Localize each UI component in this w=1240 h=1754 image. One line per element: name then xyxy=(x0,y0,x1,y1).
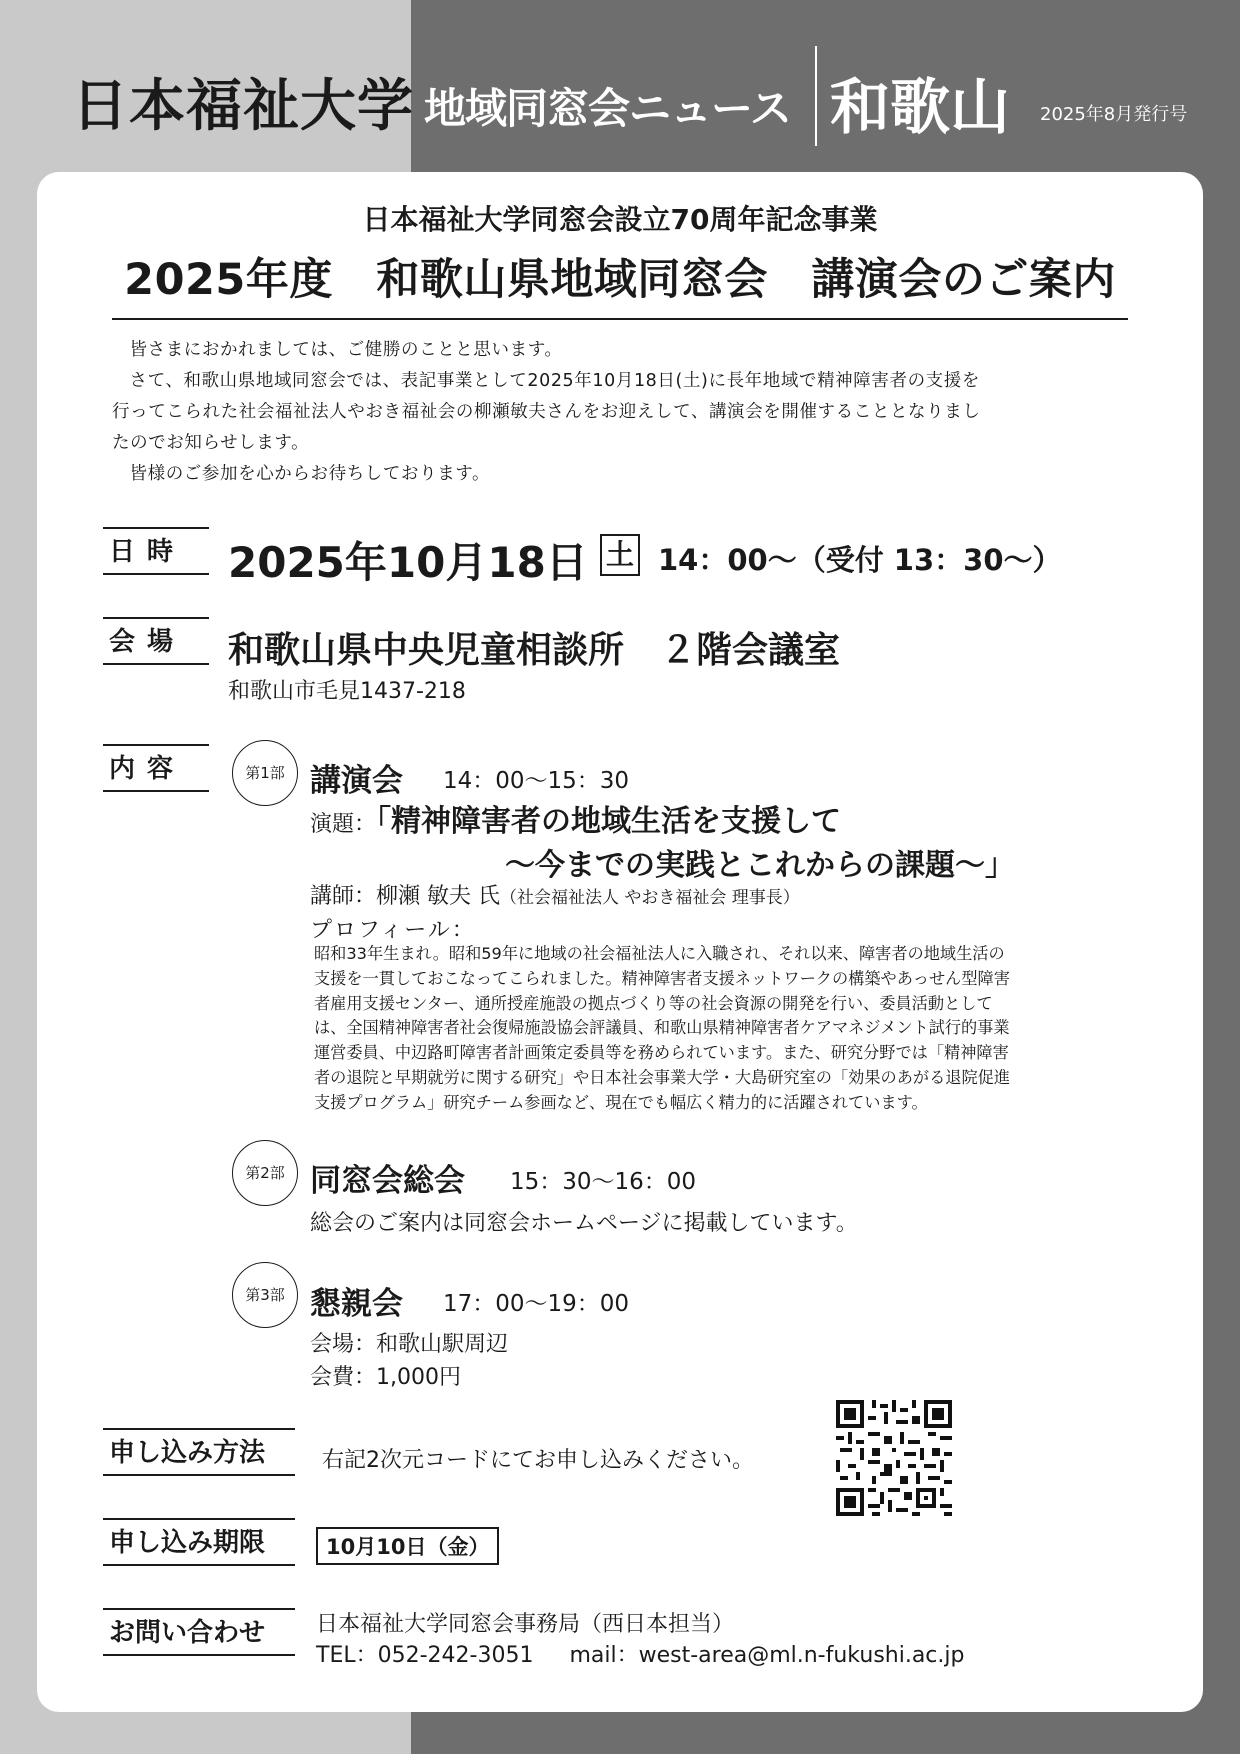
contact-label: お問い合わせ xyxy=(103,1608,295,1656)
contact-office: 日本福祉大学同窓会事務局（西日本担当） xyxy=(316,1612,735,1637)
intro-line: 行ってこられた社会福祉法人やおき福祉会の柳瀬敏夫さんをお迎えして、講演会を開催することとなりまし xyxy=(112,402,981,422)
part1-time: 14：00〜15：30 xyxy=(443,768,630,794)
intro-line: 皆さまにおかれましては、ご健勝のことと思います。 xyxy=(129,340,563,360)
event-date: 2025年10月18日 xyxy=(228,538,588,587)
intro-text xyxy=(112,335,1128,490)
profile-line: 者雇用支援センター、通所授産施設の拠点づくり等の社会資源の開発を行い、委員活動として xyxy=(314,993,993,1013)
profile-line: 昭和33年生まれ。昭和59年に地域の社会福祉法人に入職され、それ以来、障害者の地域生活の xyxy=(314,944,1005,963)
event-subtitle: 日本福祉大学同窓会設立70周年記念事業 xyxy=(362,203,878,236)
profile-line: は、全国精神障害者社会復帰施設協会評議員、和歌山県精神障害者ケアマネジメント試行的事業 xyxy=(314,1018,1010,1038)
part2-title: 同窓会総会 xyxy=(310,1163,465,1199)
venue-label: 会場 xyxy=(103,617,209,665)
part1-badge: 第1部 xyxy=(232,740,298,806)
profile-line: 者の退院と早期就労に関する研究」や日本社会事業大学・大島研究室の「効果のあがる退院促進 xyxy=(314,1067,1011,1087)
lecture-prefix: 演題： xyxy=(310,812,377,837)
lecture-title-line2: 〜今までの実践とこれからの課題〜」 xyxy=(505,848,1015,883)
part3-fee: 会費：1,000円 xyxy=(310,1365,461,1390)
part1-title: 講演会 xyxy=(310,763,403,799)
part3-time: 17：00〜19：00 xyxy=(443,1291,630,1317)
application-text: 右記2次元コードにてお申し込みください。 xyxy=(322,1448,754,1473)
lecture-title-text: 「精神障害者の地域生活を支援して xyxy=(376,804,842,839)
lecture-title-line1 xyxy=(310,796,841,840)
deadline-label: 申し込み期限 xyxy=(103,1518,295,1566)
lecturer-affiliation: （社会福祉法人 やおき福祉会 理事長） xyxy=(500,888,800,908)
profile-line: 運営委員、中辺路町障害者計画策定委員等を務められています。また、研究分野では「精神障害 xyxy=(314,1043,1009,1063)
qr-code-icon[interactable] xyxy=(836,1400,952,1516)
part3-badge: 第3部 xyxy=(232,1262,298,1328)
contact-tel: TEL：052-242-3051 xyxy=(316,1643,534,1668)
header-divider xyxy=(815,46,817,146)
profile-text xyxy=(314,942,1122,1116)
profile-heading: プロフィール： xyxy=(310,918,476,943)
lecturer-name: 講師：柳瀬 敏夫 氏 xyxy=(310,884,500,909)
lecturer xyxy=(310,879,800,910)
weekday-badge: 土 xyxy=(600,534,640,576)
deadline-date: 10月10日（金） xyxy=(316,1527,499,1565)
university-name: 日本福祉大学 xyxy=(72,74,414,139)
application-label: 申し込み方法 xyxy=(103,1428,295,1476)
prefecture-name: 和歌山 xyxy=(830,73,1010,143)
event-time: 14：00〜（受付 13：30〜） xyxy=(658,543,1062,577)
venue-name: 和歌山県中央児童相談所 ２階会議室 xyxy=(228,630,841,671)
part2-note: 総会のご案内は同窓会ホームページに掲載しています。 xyxy=(310,1211,858,1236)
issue-date: 2025年8月発行号 xyxy=(1040,104,1188,125)
profile-line: 支援を一貫しておこなってこられました。精神障害者支援ネットワークの構築やあっせん型障害 xyxy=(314,968,1010,988)
part3-venue: 会場：和歌山駅周辺 xyxy=(310,1332,509,1357)
contact-mail[interactable]: mail：west-area@ml.n-fukushi.ac.jp xyxy=(569,1643,965,1668)
content-label: 内容 xyxy=(103,744,209,792)
title-divider xyxy=(112,318,1128,320)
datetime-label: 日時 xyxy=(103,527,209,575)
intro-line: さて、和歌山県地域同窓会では、表記事業として2025年10月18日(土)に長年地域で精神障害者の支援を xyxy=(129,371,980,391)
newsletter-name: 地域同窓会ニュース xyxy=(424,84,791,133)
intro-line: 皆様のご参加を心からお待ちしております。 xyxy=(129,464,491,484)
contact-details xyxy=(316,1638,964,1669)
event-title: 2025年度 和歌山県地域同窓会 講演会のご案内 xyxy=(124,255,1116,305)
venue-address: 和歌山市毛見1437-218 xyxy=(228,679,466,704)
part3-title: 懇親会 xyxy=(310,1286,403,1322)
intro-line: たのでお知らせします。 xyxy=(112,433,310,453)
part2-badge: 第2部 xyxy=(232,1140,298,1206)
part2-time: 15：30〜16：00 xyxy=(510,1169,697,1195)
profile-line: 支援プログラム」研究チーム参画など、現在でも幅広く精力的に活躍されています。 xyxy=(314,1092,928,1112)
